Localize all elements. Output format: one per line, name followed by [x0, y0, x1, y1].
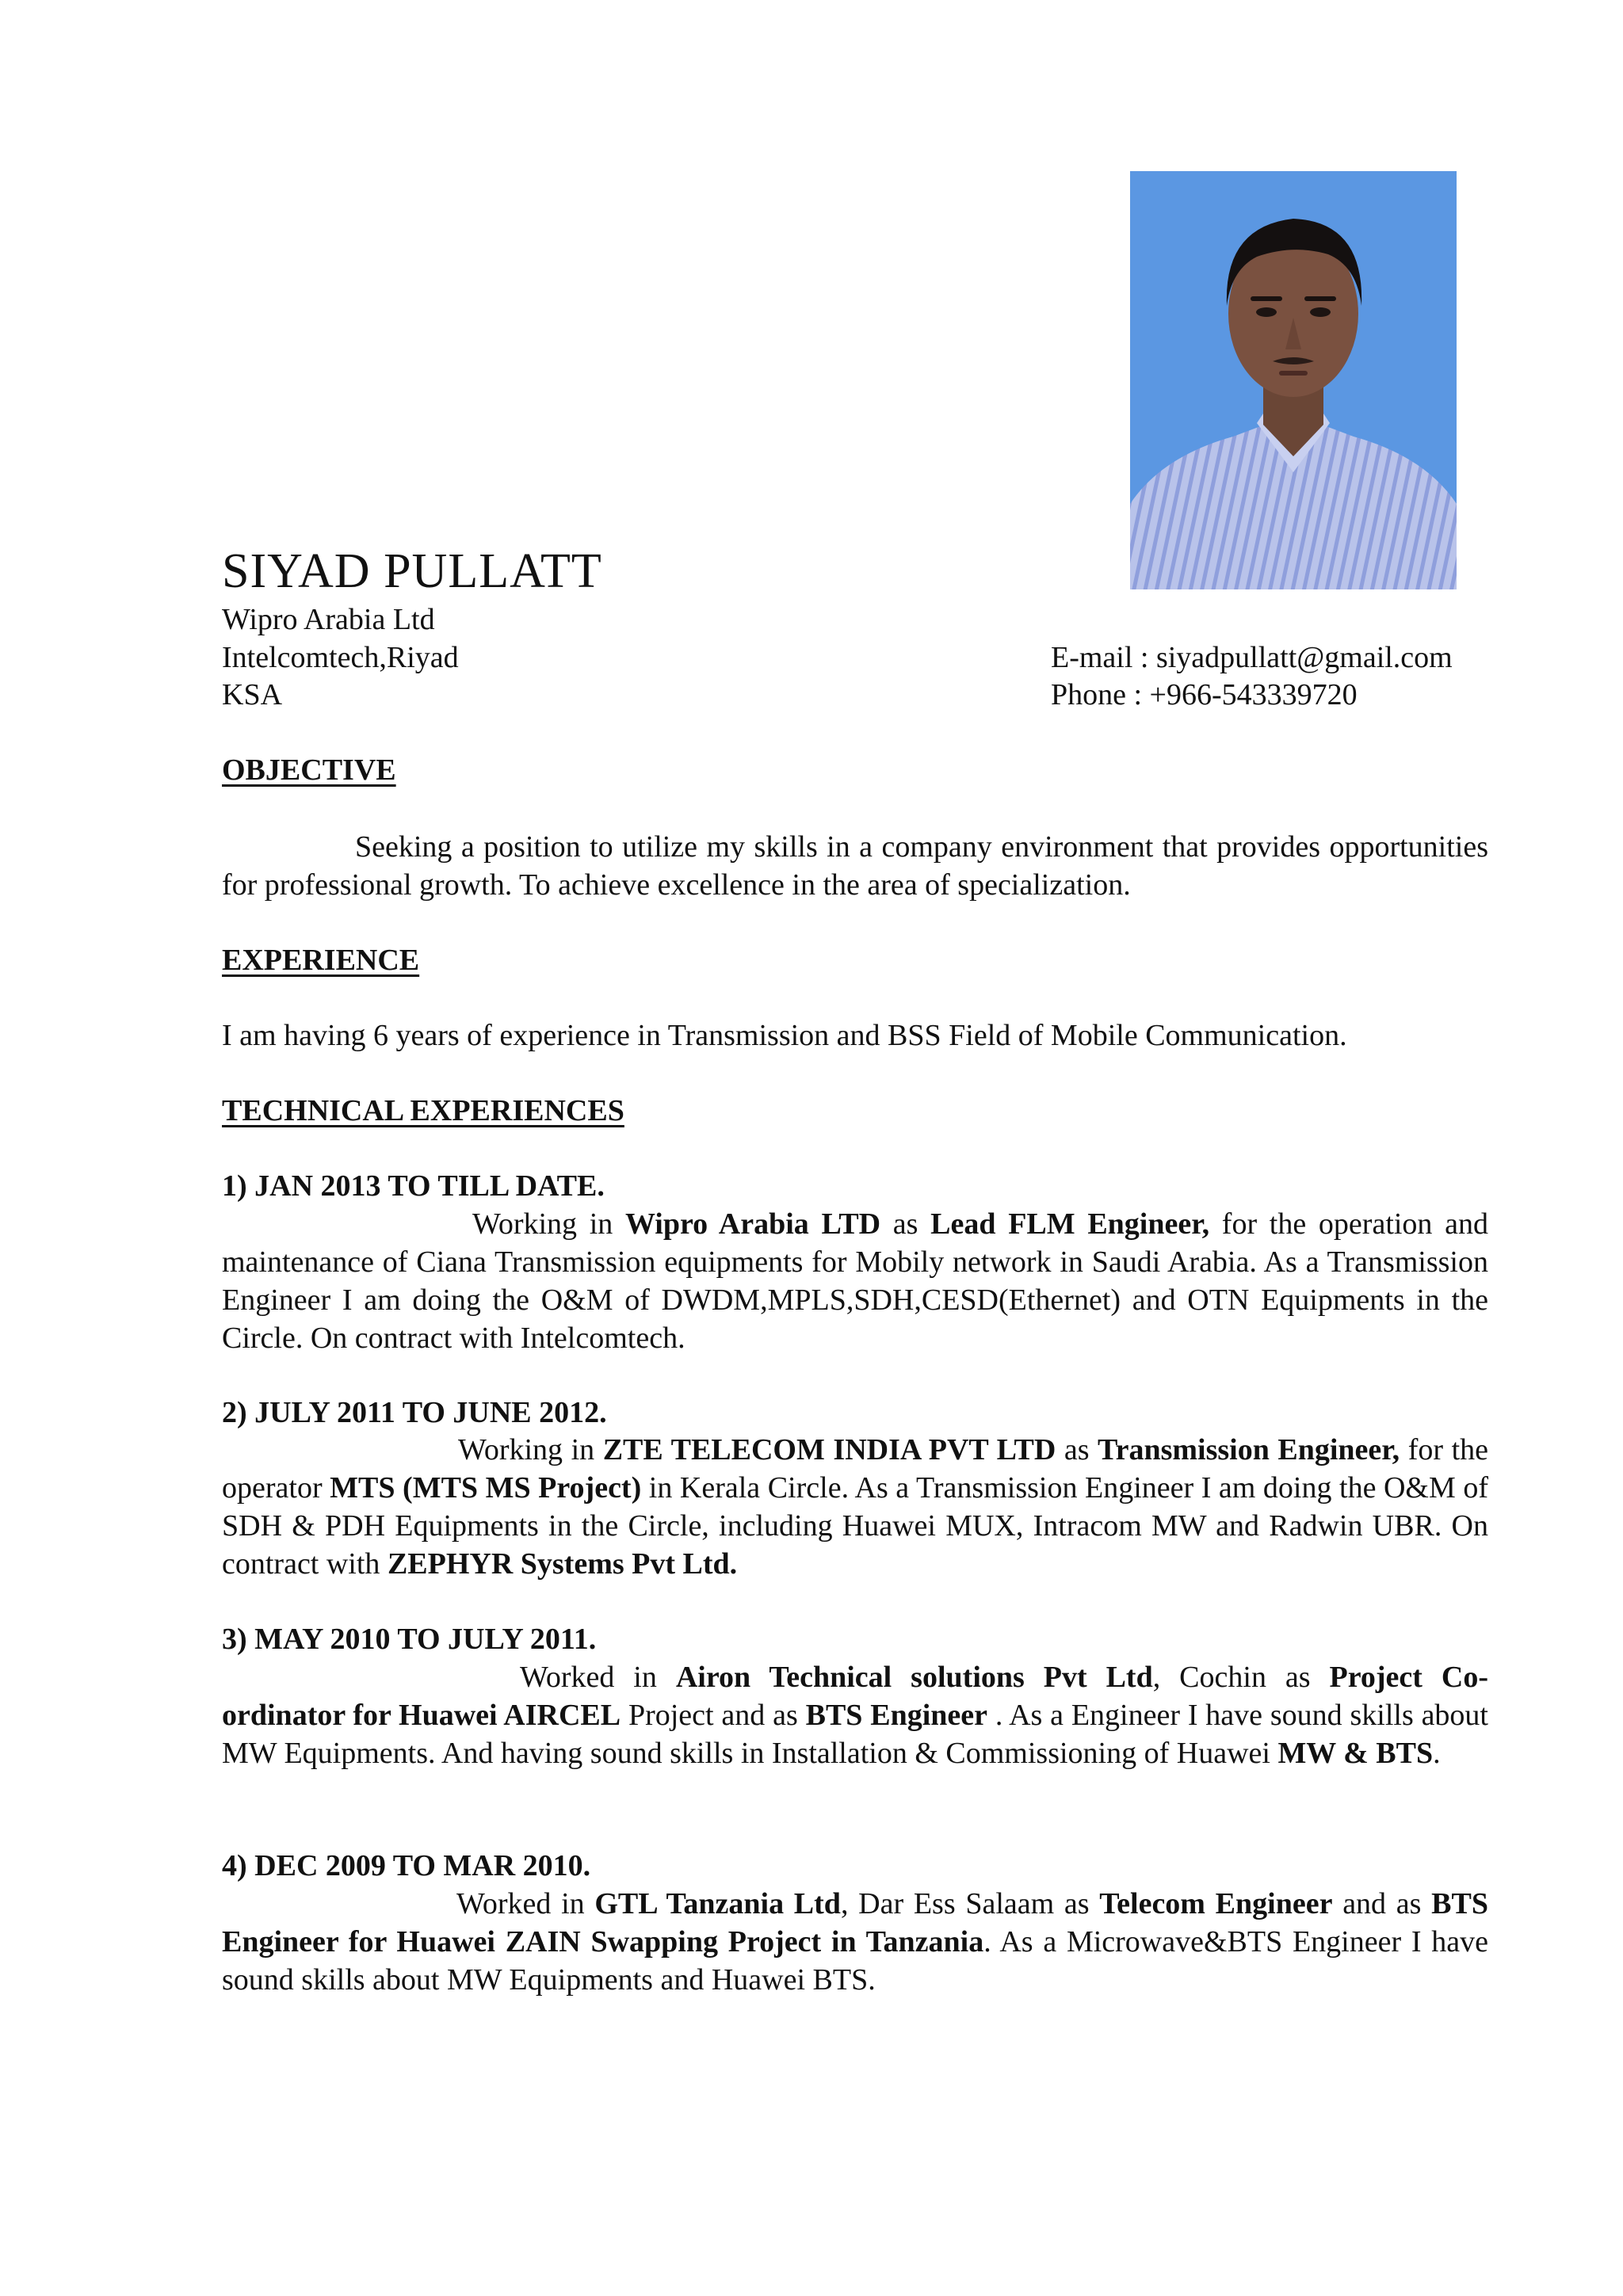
- technical-experiences-heading: TECHNICAL EXPERIENCES: [222, 1094, 624, 1127]
- experience-text: I am having 6 years of experience in Transmission and BSS Field of Mobile Communication.: [222, 1019, 1347, 1052]
- profile-photo: [1130, 171, 1457, 589]
- location-line: Intelcomtech,Riyad: [222, 641, 459, 674]
- job-description: Worked in Airon Technical solutions Pvt Ltd, Cochin as Project Co-ordinator for Huawei AIRCEL Project and as BTS Engineer . As a Engineer I have sound skills about MW Equipments. And having sound skills in Installation & Commissioning of Huawei MW & BTS.: [222, 1661, 1488, 1770]
- company-line: Wipro Arabia Ltd: [222, 603, 435, 636]
- job-description: Worked in GTL Tanzania Ltd, Dar Ess Salaam as Telecom Engineer and as BTS Engineer for Huawei ZAIN Swapping Project in Tanzania. As a Microwave&BTS Engineer I have sound skills about MW Equipments and Huawei BTS.: [222, 1887, 1489, 1997]
- job-period: 2) JULY 2011 TO JUNE 2012.: [222, 1396, 607, 1429]
- phone-line: Phone : +966-543339720: [1051, 678, 1358, 711]
- job-description: Working in ZTE TELECOM INDIA PVT LTD as Transmission Engineer, for the operator MTS (MTS MS Project) in Kerala Circle. As a Transmission Engineer I am doing the O&M of SDH & PDH Equipments in the Circle, including Huawei MUX, Intracom MW and Radwin UBR. On contract with ZEPHYR Systems Pvt Ltd.: [222, 1433, 1489, 1581]
- candidate-name: SIYAD PULLATT: [222, 544, 602, 598]
- job-period: 1) JAN 2013 TO TILL DATE.: [222, 1169, 605, 1203]
- experience-heading: EXPERIENCE: [222, 944, 420, 977]
- job-period: 4) DEC 2009 TO MAR 2010.: [222, 1849, 591, 1882]
- country-line: KSA: [222, 678, 283, 711]
- objective-heading: OBJECTIVE: [222, 753, 396, 787]
- job-period: 3) MAY 2010 TO JULY 2011.: [222, 1623, 597, 1656]
- email-line: E-mail : siyadpullatt@gmail.com: [1051, 641, 1453, 674]
- job-description: Working in Wipro Arabia LTD as Lead FLM Engineer, for the operation and maintenance of Ciana Transmission equipments for Mobily network in Saudi Arabia. As a Transmission Engineer I am doing the O&M of DWDM,MPLS,SDH,CESD(Ethernet) and OTN Equipments in the Circle. On contract with Intelcomtech.: [222, 1207, 1488, 1355]
- objective-text: Seeking a position to utilize my skills in a company environment that provides opportunities for professional growth. To achieve excellence in the area of specialization.: [222, 830, 1488, 902]
